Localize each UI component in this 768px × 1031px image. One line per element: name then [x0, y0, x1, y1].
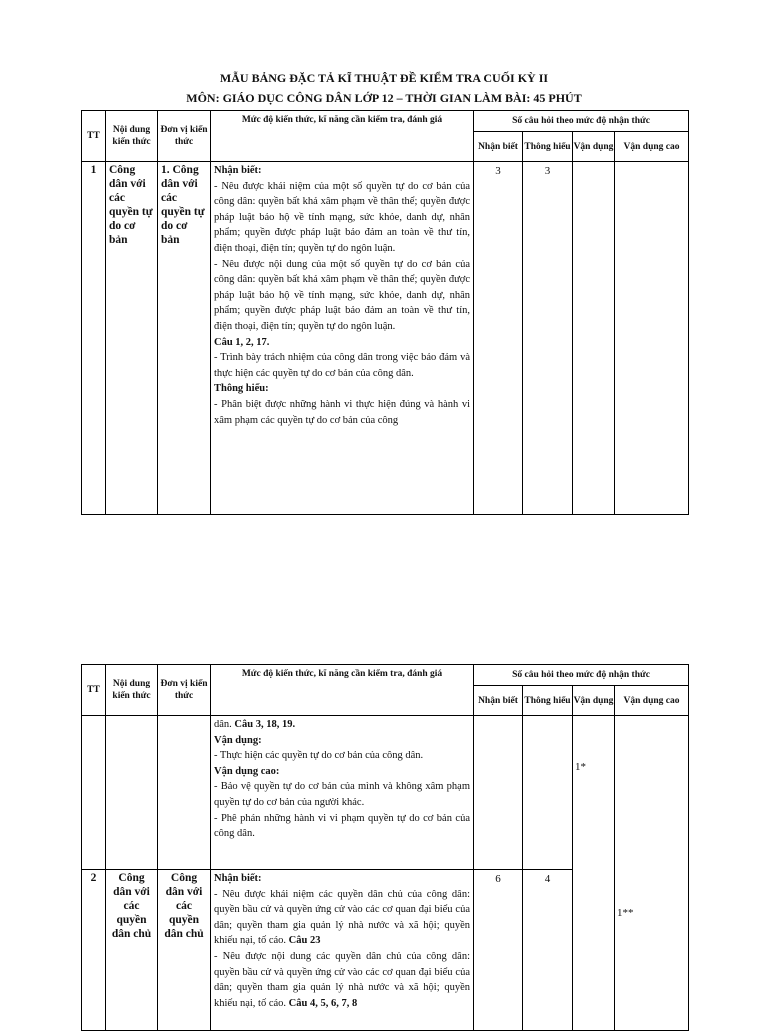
table-row — [82, 716, 689, 870]
header-tt: TT — [82, 111, 106, 162]
continued-text: dân. — [214, 719, 235, 730]
count-apply-high-value: 1** — [617, 907, 634, 919]
question-ref: Câu 1, 2, 17. — [214, 336, 270, 348]
document-title — [0, 68, 768, 108]
row-unit: 1. Công dân với các quyền tự do cơ bản — [158, 162, 211, 515]
header-level: Mức độ kiến thức, kĩ năng cần kiểm tra, đánh giá — [211, 665, 474, 716]
recognize-item: - Nêu được nội dung các quyền dân chủ của công dân: quyền bầu cử và quyền ứng cử vào các cơ quan đại biểu của dân; quyền tham gia quản lý nhà nước và xã hội; quyền khiếu nại, tố cáo. — [214, 950, 470, 1009]
header-apply: Vận dụng — [573, 686, 615, 716]
header-unit: Đơn vị kiến thức — [158, 665, 211, 716]
row-number: 2 — [82, 870, 106, 1031]
row-content: Công dân với các quyền tự do cơ bản — [106, 162, 158, 515]
header-count: Số câu hỏi theo mức độ nhận thức — [474, 111, 689, 132]
count-understand: 3 — [523, 162, 573, 515]
count-apply — [573, 162, 615, 515]
document-page-2 — [0, 600, 768, 1024]
header-apply: Vận dụng — [573, 132, 615, 162]
count-apply-high — [615, 716, 689, 1031]
row-number: 1 — [82, 162, 106, 515]
header-understand: Thông hiểu — [523, 686, 573, 716]
question-ref: Câu 4, 5, 6, 7, 8 — [288, 997, 358, 1009]
recognize-item: - Nêu được khái niệm các quyền dân chủ của công dân: quyền bầu cử và quyền ứng cử vào các cơ quan đại biểu của dân; quyền tham gia quản lý nhà nước và xã hội; quyền khiếu nại, tố cáo. — [214, 888, 470, 947]
header-recognize: Nhận biết — [474, 686, 523, 716]
understand-item: - Phân biệt được những hành vi thực hiện đúng và hành vi xâm phạm các quyền tự do cơ bản của công — [214, 398, 470, 426]
count-apply — [573, 716, 615, 1031]
header-tt: TT — [82, 665, 106, 716]
header-count: Số câu hỏi theo mức độ nhận thức — [474, 665, 689, 686]
header-content: Nội dung kiến thức — [106, 665, 158, 716]
title-line-2: MÔN: GIÁO DỤC CÔNG DÂN LỚP 12 – THỜI GIAN LÀM BÀI: 45 PHÚT — [186, 91, 582, 105]
recognize-heading: Nhận biết: — [214, 165, 262, 176]
count-recognize: 6 — [474, 870, 523, 1031]
spec-table-page-1 — [81, 110, 689, 515]
count-understand: 4 — [523, 870, 573, 1031]
understand-heading: Thông hiểu: — [214, 383, 269, 395]
apply-high-heading: Vận dụng cao: — [214, 765, 280, 777]
header-unit: Đơn vị kiến thức — [158, 111, 211, 162]
question-ref: Câu 3, 18, 19. — [234, 719, 296, 730]
row-content: Công dân với các quyền dân chủ — [106, 870, 158, 1031]
count-apply-value: 1* — [575, 761, 586, 773]
row-unit: Công dân với các quyền dân chủ — [158, 870, 211, 1031]
row-description-continued — [211, 716, 474, 870]
row-description — [211, 162, 474, 515]
header-level: Mức độ kiến thức, kĩ năng cần kiểm tra, đánh giá — [211, 111, 474, 162]
row-description — [211, 870, 474, 1031]
header-understand: Thông hiểu — [523, 132, 573, 162]
count-apply-high — [615, 162, 689, 515]
title-line-1: MẪU BẢNG ĐẶC TẢ KĨ THUẬT ĐỀ KIỂM TRA CUỐI KỲ II — [219, 71, 549, 85]
header-apply-high: Vận dụng cao — [615, 132, 689, 162]
header-recognize: Nhận biết — [474, 132, 523, 162]
apply-item: - Thực hiện các quyền tự do cơ bản của công dân. — [214, 750, 424, 762]
apply-high-item: - Phê phán những hành vi vi phạm quyền tự do cơ bản của công dân. — [214, 812, 470, 840]
recognize-heading: Nhận biết: — [214, 873, 262, 884]
spec-table-page-2 — [81, 664, 689, 1031]
apply-heading: Vận dụng: — [214, 734, 262, 746]
question-ref: Câu 23 — [288, 935, 321, 947]
recognize-item: - Nêu được khái niệm của một số quyền tự do cơ bản của công dân: quyền bất khả xâm phạm về thân thể; quyền được pháp luật bảo hộ về tính mạng, sức khỏe, danh dự, nhân phẩm; quyền được pháp luật bảo đảm an toàn về thư tín, điện thoại, điện tín; quyền tự do ngôn luận. — [214, 180, 470, 254]
recognize-item: - Nêu được nội dung của một số quyền tự do cơ bản của công dân: quyền bất khả xâm phạm về thân thể; quyền được pháp luật bảo hộ về tính mạng, sức khỏe, danh dự, nhân phẩm; quyền được pháp luật bảo đảm an toàn về thư tín, điện thoại, điện tín; quyền tự do ngôn luận. — [214, 258, 470, 332]
header-apply-high: Vận dụng cao — [615, 686, 689, 716]
apply-high-item: - Bảo vệ quyền tự do cơ bản của mình và không xâm phạm quyền tự do cơ bản của người khác. — [214, 781, 470, 808]
header-content: Nội dung kiến thức — [106, 111, 158, 162]
count-recognize: 3 — [474, 162, 523, 515]
recognize-item: - Trình bày trách nhiệm của công dân trong việc bảo đảm và thực hiện các quyền tự do cơ bản của công dân. — [214, 352, 470, 379]
table-row — [82, 162, 689, 515]
